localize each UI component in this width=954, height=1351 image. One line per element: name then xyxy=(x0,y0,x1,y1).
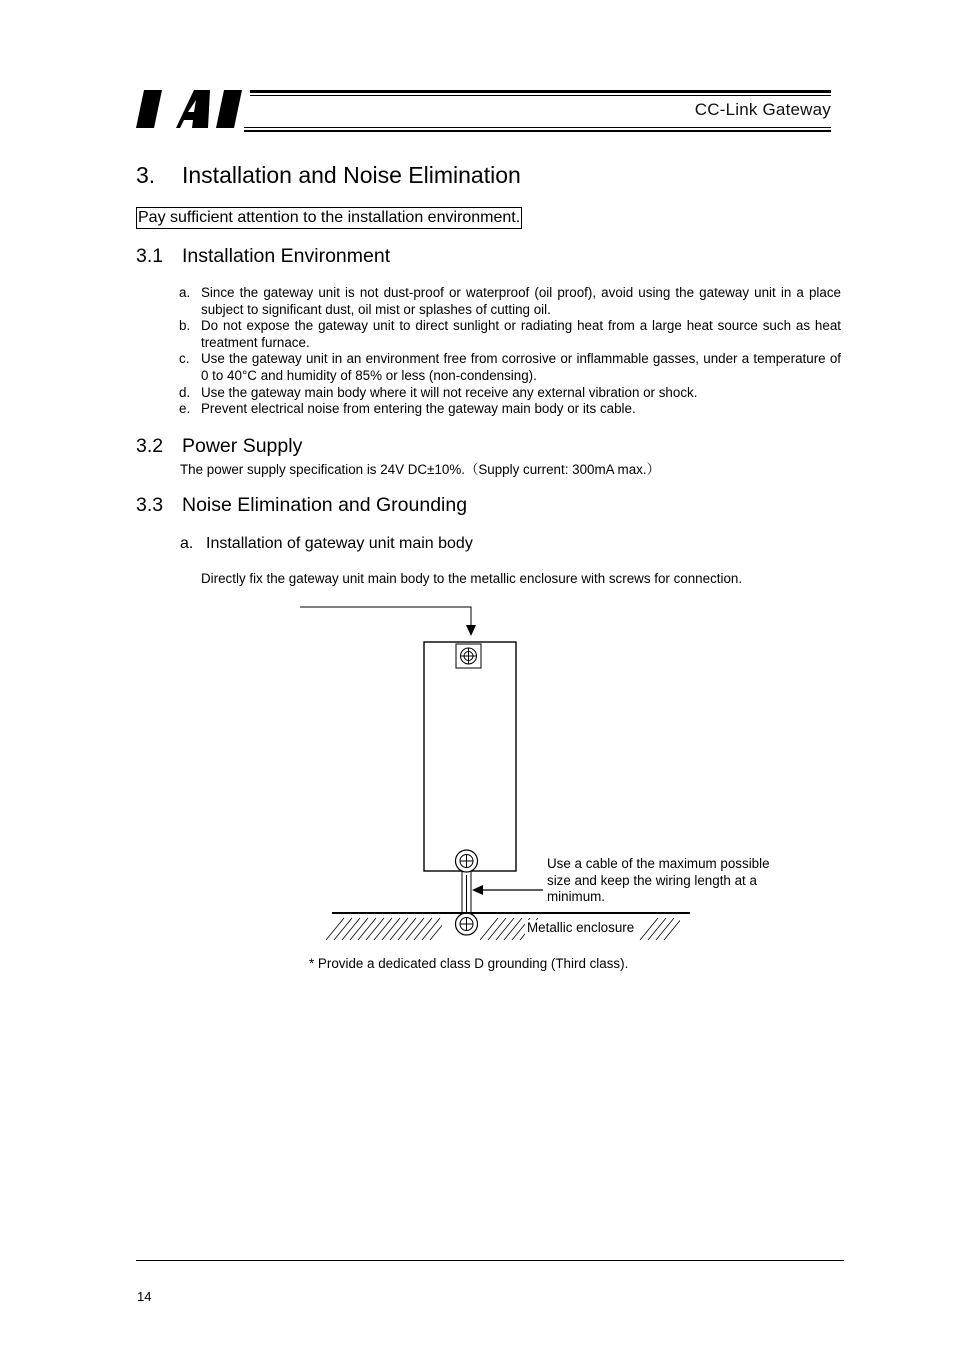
list-item-label: d. xyxy=(179,384,191,400)
list-item xyxy=(179,285,841,318)
list-item xyxy=(179,385,841,402)
arrowhead-top xyxy=(466,625,476,636)
subsection-number: 3.2 xyxy=(136,435,164,457)
sub-heading-installation xyxy=(180,535,473,553)
power-supply-spec: The power supply specification is 24V DC±10%.（Supply current: 300mA max.） xyxy=(180,462,660,477)
enclosure-hatching-left xyxy=(326,918,448,940)
header-rule-bottom xyxy=(244,130,831,132)
section-heading xyxy=(136,162,521,189)
header-rule-top-thin xyxy=(250,95,831,96)
enclosure-label: Metallic enclosure xyxy=(527,920,635,935)
subsection-3-1-heading xyxy=(136,245,390,268)
list-item xyxy=(179,401,841,418)
subsection-title: Power Supply xyxy=(182,435,303,457)
list-item-label: b. xyxy=(179,318,191,334)
strap-lower-screw-icon xyxy=(460,918,473,931)
arrowhead-cable xyxy=(472,885,483,895)
subsection-3-2-heading xyxy=(136,435,302,458)
list-item xyxy=(179,351,841,384)
page-number: 14 xyxy=(137,1289,152,1304)
iai-logo xyxy=(136,86,244,132)
list-item-text: Prevent electrical noise from entering the gateway main body or its cable. xyxy=(201,401,636,417)
sub-heading-title: Installation of gateway unit main body xyxy=(206,535,473,552)
grounding-note: * Provide a dedicated class D grounding (Third class). xyxy=(309,956,629,971)
header-product-title: CC-Link Gateway xyxy=(694,100,831,119)
list-item xyxy=(179,318,841,351)
subsection-number: 3.1 xyxy=(136,245,164,267)
header-rule-top xyxy=(250,90,831,93)
sub-heading-label: a. xyxy=(180,535,194,552)
section-title: Installation and Noise Elimination xyxy=(182,162,521,188)
subsection-title: Installation Environment xyxy=(182,245,391,267)
section-number: 3. xyxy=(136,162,156,188)
environment-list xyxy=(179,285,841,418)
leader-line-top xyxy=(300,589,471,629)
list-item-label: a. xyxy=(179,285,191,300)
diagram-screw-note: Directly fix the gateway unit main body to the metallic enclosure with screws for connection. xyxy=(201,571,743,586)
subsection-title: Noise Elimination and Grounding xyxy=(182,494,468,516)
footer-rule xyxy=(136,1260,844,1261)
list-item-text: Use the gateway unit in an environment free from corrosive or inflammable gasses, under a temperature of 0 to 40°C and humidity of 85% or less (non-condensing). xyxy=(201,351,841,383)
top-screw-icon xyxy=(456,644,481,668)
subsection-number: 3.3 xyxy=(136,494,164,516)
gateway-unit-body xyxy=(424,642,516,871)
list-item-label: c. xyxy=(179,351,190,367)
notice-box: Pay sufficient attention to the installation environment. xyxy=(136,207,522,229)
list-item-text: Do not expose the gateway unit to direct sunlight or radiating heat from a large heat source such as heat treatment furnace. xyxy=(201,318,841,350)
list-item-text: Since the gateway unit is not dust-proof or waterproof (oil proof), avoid using the gateway unit in a place subject to significant dust, oil mist or splashes of cutting oil. xyxy=(201,285,841,317)
header-rule-bottom-thin xyxy=(244,127,831,128)
strap-upper-screw-icon xyxy=(460,855,473,868)
list-item-text: Use the gateway main body where it will not receive any external vibration or shock. xyxy=(201,384,698,400)
subsection-3-3-heading xyxy=(136,494,467,517)
list-item-label: e. xyxy=(179,401,191,417)
cable-note: Use a cable of the maximum possible size and keep the wiring length at a minimum. xyxy=(547,856,770,905)
